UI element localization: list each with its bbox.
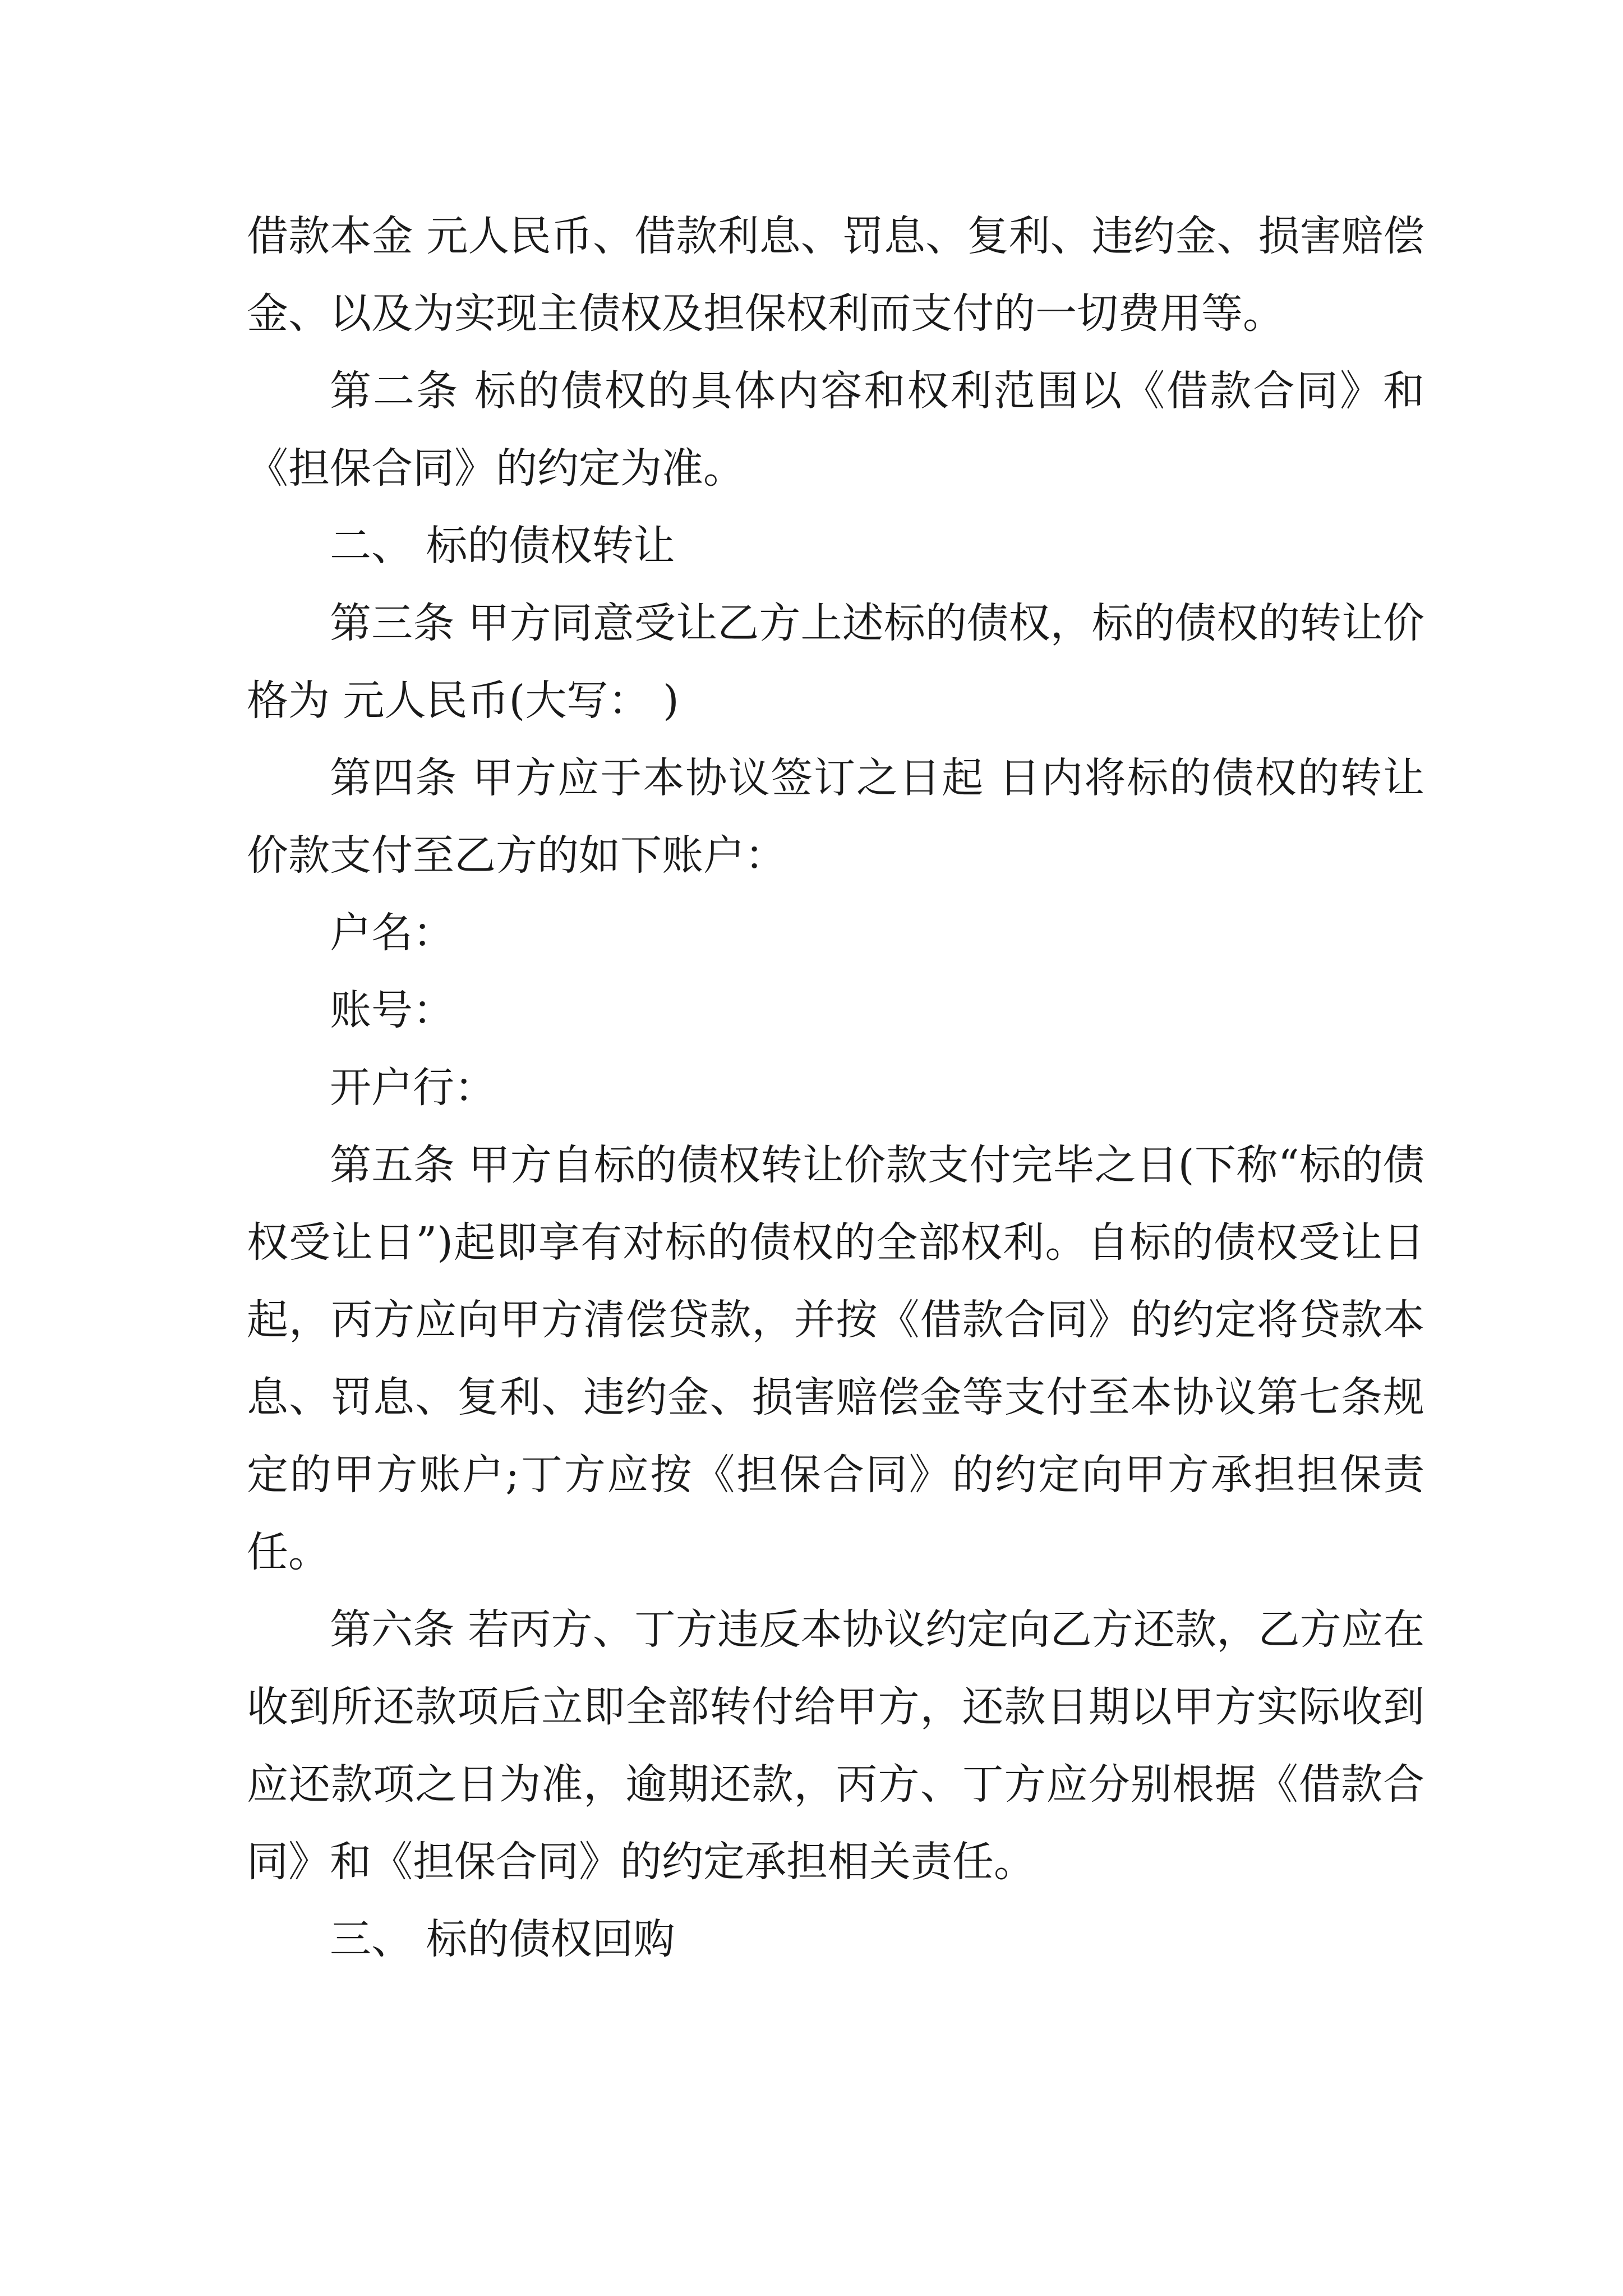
paragraph-article-2: 第二条 标的债权的具体内容和权利范围以《借款合同》和《担保合同》的约定为准。 bbox=[247, 367, 1424, 493]
paragraph-continuation: 借款本金 元人民币、借款利息、罚息、复利、违约金、损害赔偿金、以及为实现主债权及担保权利而支付的一切费用等。 bbox=[247, 212, 1424, 338]
paragraph-article-4: 第四条 甲方应于本协议签订之日起 日内将标的债权的转让价款支付至乙方的如下账户： bbox=[247, 754, 1424, 880]
paragraph-article-5: 第五条 甲方自标的债权转让价款支付完毕之日(下称“标的债权受让日”)起即享有对标的债权的全部权利。自标的债权受让日起，丙方应向甲方清偿贷款，并按《借款合同》的约定将贷款本息、罚息、复利、违约金、损害赔偿金等支付至本协议第七条规定的甲方账户;丁方应按《担保合同》的约定向甲方承担担保责任。 bbox=[247, 1141, 1424, 1576]
section-heading-transfer: 二、 标的债权转让 bbox=[330, 522, 675, 570]
account-name-line: 户名： bbox=[330, 909, 454, 957]
account-number-line: 账号： bbox=[330, 986, 454, 1034]
section-heading-repurchase: 三、 标的债权回购 bbox=[330, 1915, 675, 1963]
document-body bbox=[247, 197, 1424, 1978]
account-bank-line: 开户行： bbox=[330, 1064, 496, 1112]
paragraph-article-3: 第三条 甲方同意受让乙方上述标的债权，标的债权的转让价格为 元人民币(大写： ) bbox=[247, 599, 1424, 725]
paragraph-article-6: 第六条 若丙方、丁方违反本协议约定向乙方还款，乙方应在收到所还款项后立即全部转付给甲方，还款日期以甲方实际收到应还款项之日为准，逾期还款，丙方、丁方应分别根据《借款合同》和《担保合同》的约定承担相关责任。 bbox=[247, 1605, 1424, 1886]
